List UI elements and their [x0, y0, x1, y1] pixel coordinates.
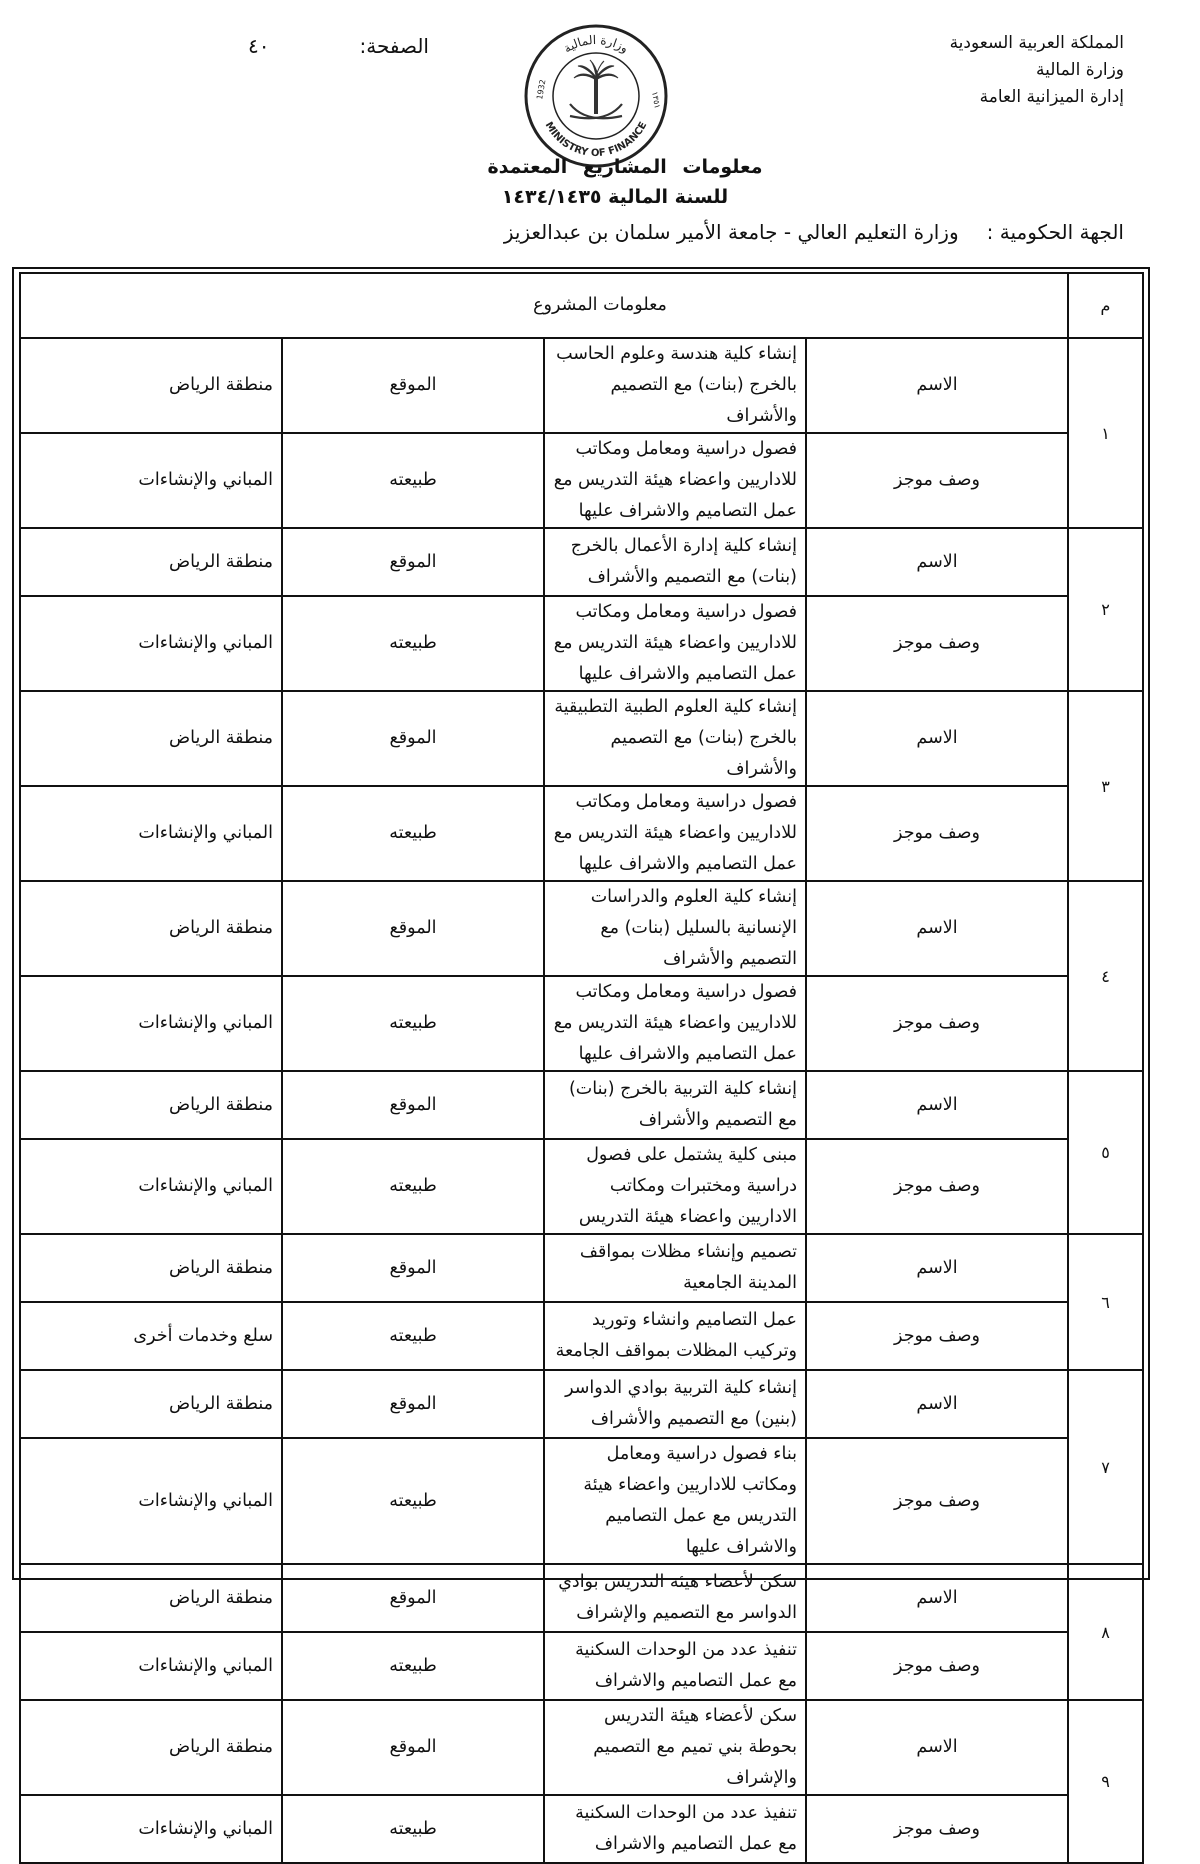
project-desc-row	[20, 1795, 1143, 1863]
nature-label: طبيعته	[282, 1795, 544, 1863]
nature-label: طبيعته	[282, 1139, 544, 1234]
project-desc-row	[20, 976, 1143, 1071]
project-name: تصميم وإنشاء مظلات بمواقف المدينة الجامعية	[544, 1234, 806, 1302]
project-nature: المباني والإنشاءات	[20, 433, 282, 528]
seal-graphic	[520, 20, 672, 172]
seal-bottom-text: MINISTRY OF FINANCE	[542, 120, 650, 160]
project-description: عمل التصاميم وانشاء وتوريد وتركيب المظلات بمواقف الجامعة	[544, 1302, 806, 1370]
table-header-row	[20, 273, 1143, 338]
desc-label: وصف موجز	[806, 1302, 1068, 1370]
project-name-row	[20, 1564, 1143, 1632]
project-description: بناء فصول دراسية ومعامل ومكاتب للاداريين واعضاء هيئة التدريس مع عمل التصاميم والاشراف عليها	[544, 1438, 806, 1564]
project-name: إنشاء كلية إدارة الأعمال بالخرج (بنات) مع التصميم والأشراف	[544, 528, 806, 596]
project-number: ٦	[1068, 1234, 1143, 1370]
project-name: سكن لأعضاء هيئة التدريس بحوطة بني تميم مع التصميم والإشراف	[544, 1700, 806, 1795]
entity-value: وزارة التعليم العالي - جامعة الأمير سلمان بن عبدالعزيز	[503, 220, 959, 244]
project-name-row	[20, 528, 1143, 596]
project-location: منطقة الرياض	[20, 1700, 282, 1795]
project-nature: المباني والإنشاءات	[20, 1438, 282, 1564]
location-label: الموقع	[282, 1234, 544, 1302]
project-nature: المباني والإنشاءات	[20, 1632, 282, 1700]
project-desc-row	[20, 1632, 1143, 1700]
project-description: تنفيذ عدد من الوحدات السكنية مع عمل التصاميم والاشراف	[544, 1795, 806, 1863]
location-label: الموقع	[282, 1700, 544, 1795]
project-description: فصول دراسية ومعامل ومكاتب للاداريين واعضاء هيئة التدريس مع عمل التصاميم والاشراف عليها	[544, 976, 806, 1071]
nature-label: طبيعته	[282, 786, 544, 881]
location-label: الموقع	[282, 1071, 544, 1139]
fiscal-year-subtitle: للسنة المالية ١٤٣٤/١٤٣٥	[501, 186, 729, 208]
kingdom-name: المملكة العربية السعودية	[949, 33, 1124, 53]
project-location: منطقة الرياض	[20, 1071, 282, 1139]
nature-label: طبيعته	[282, 976, 544, 1071]
project-location: منطقة الرياض	[20, 691, 282, 786]
palm-tree-icon	[574, 60, 618, 114]
project-name-row	[20, 691, 1143, 786]
project-nature: المباني والإنشاءات	[20, 786, 282, 881]
desc-label: وصف موجز	[806, 596, 1068, 691]
project-number: ٢	[1068, 528, 1143, 691]
project-description: فصول دراسية ومعامل ومكاتب للاداريين واعضاء هيئة التدريس مع عمل التصاميم والاشراف عليها	[544, 596, 806, 691]
desc-label: وصف موجز	[806, 433, 1068, 528]
name-label: الاسم	[806, 1234, 1068, 1302]
project-name: إنشاء كلية العلوم الطبية التطبيقية بالخرج (بنات) مع التصميم والأشراف	[544, 691, 806, 786]
name-label: الاسم	[806, 1564, 1068, 1632]
project-name: إنشاء كلية التربية بالخرج (بنات) مع التصميم والأشراف	[544, 1071, 806, 1139]
project-name-row	[20, 881, 1143, 976]
desc-label: وصف موجز	[806, 976, 1068, 1071]
project-nature: المباني والإنشاءات	[20, 1139, 282, 1234]
nature-label: طبيعته	[282, 1632, 544, 1700]
project-number: ٨	[1068, 1564, 1143, 1700]
project-desc-row	[20, 1302, 1143, 1370]
project-location: منطقة الرياض	[20, 338, 282, 433]
project-location: منطقة الرياض	[20, 528, 282, 596]
name-label: الاسم	[806, 1370, 1068, 1438]
name-label: الاسم	[806, 1071, 1068, 1139]
project-location: منطقة الرياض	[20, 881, 282, 976]
ministry-name: وزارة المالية	[1036, 60, 1124, 80]
project-number: ١	[1068, 338, 1143, 528]
desc-label: وصف موجز	[806, 786, 1068, 881]
project-location: منطقة الرياض	[20, 1370, 282, 1438]
project-description: فصول دراسية ومعامل ومكاتب للاداريين واعضاء هيئة التدريس مع عمل التصاميم والاشراف عليها	[544, 433, 806, 528]
desc-label: وصف موجز	[806, 1795, 1068, 1863]
projects-table	[19, 272, 1144, 1864]
ministry-of-finance-seal	[520, 20, 672, 172]
project-number: ٧	[1068, 1370, 1143, 1564]
project-nature: المباني والإنشاءات	[20, 976, 282, 1071]
name-label: الاسم	[806, 528, 1068, 596]
project-desc-row	[20, 433, 1143, 528]
desc-label: وصف موجز	[806, 1139, 1068, 1234]
project-name-row	[20, 1370, 1143, 1438]
project-description: مبنى كلية يشتمل على فصول دراسية ومختبرات ومكاتب الاداريين واعضاء هيئة التدريس	[544, 1139, 806, 1234]
project-desc-row	[20, 1139, 1143, 1234]
location-label: الموقع	[282, 338, 544, 433]
project-number: ٣	[1068, 691, 1143, 881]
project-name: إنشاء كلية العلوم والدراسات الإنسانية بالسليل (بنات) مع التصميم والأشراف	[544, 881, 806, 976]
location-label: الموقع	[282, 1564, 544, 1632]
name-label: الاسم	[806, 691, 1068, 786]
government-entity	[504, 220, 1124, 244]
project-location: منطقة الرياض	[20, 1564, 282, 1632]
name-label: الاسم	[806, 881, 1068, 976]
project-desc-row	[20, 596, 1143, 691]
project-name: سكن لأعضاء هيئة التدريس بوادي الدواسر مع التصميم والإشراف	[544, 1564, 806, 1632]
department-name: إدارة الميزانية العامة	[979, 87, 1124, 107]
project-name-row	[20, 1071, 1143, 1139]
header-number: م	[1068, 273, 1143, 338]
desc-label: وصف موجز	[806, 1438, 1068, 1564]
project-nature: المباني والإنشاءات	[20, 596, 282, 691]
project-number: ٩	[1068, 1700, 1143, 1863]
project-number: ٤	[1068, 881, 1143, 1071]
project-name-row	[20, 338, 1143, 433]
location-label: الموقع	[282, 1370, 544, 1438]
page-number: ٤٠	[248, 34, 270, 58]
project-name-row	[20, 1234, 1143, 1302]
location-label: الموقع	[282, 881, 544, 976]
desc-label: وصف موجز	[806, 1632, 1068, 1700]
project-number: ٥	[1068, 1071, 1143, 1234]
location-label: الموقع	[282, 528, 544, 596]
header-project-info: معلومات المشروع	[20, 273, 1068, 338]
project-location: منطقة الرياض	[20, 1234, 282, 1302]
nature-label: طبيعته	[282, 1438, 544, 1564]
document-title: معلومات المشاريع المعتمدة	[487, 156, 763, 178]
project-name-row	[20, 1700, 1143, 1795]
project-name: إنشاء كلية التربية بوادي الدواسر (بنين) مع التصميم والأشراف	[544, 1370, 806, 1438]
project-desc-row	[20, 786, 1143, 881]
location-label: الموقع	[282, 691, 544, 786]
name-label: الاسم	[806, 1700, 1068, 1795]
nature-label: طبيعته	[282, 596, 544, 691]
project-desc-row	[20, 1438, 1143, 1564]
project-nature: سلع وخدمات أخرى	[20, 1302, 282, 1370]
project-description: فصول دراسية ومعامل ومكاتب للاداريين واعضاء هيئة التدريس مع عمل التصاميم والاشراف عليها	[544, 786, 806, 881]
nature-label: طبيعته	[282, 1302, 544, 1370]
project-name: إنشاء كلية هندسة وعلوم الحاسب بالخرج (بنات) مع التصميم والأشراف	[544, 338, 806, 433]
seal-top-text: وزارة المالية	[561, 32, 632, 56]
letterhead	[950, 30, 1124, 111]
page-number-block	[248, 34, 429, 58]
name-label: الاسم	[806, 338, 1068, 433]
seal-year-left: 1932	[535, 78, 548, 101]
project-nature: المباني والإنشاءات	[20, 1795, 282, 1863]
project-description: تنفيذ عدد من الوحدات السكنية مع عمل التصاميم والاشراف	[544, 1632, 806, 1700]
page-label: الصفحة:	[359, 34, 429, 58]
nature-label: طبيعته	[282, 433, 544, 528]
seal-year-right: ١٣٥١	[650, 90, 662, 110]
entity-label: الجهة الحكومية :	[986, 220, 1124, 244]
